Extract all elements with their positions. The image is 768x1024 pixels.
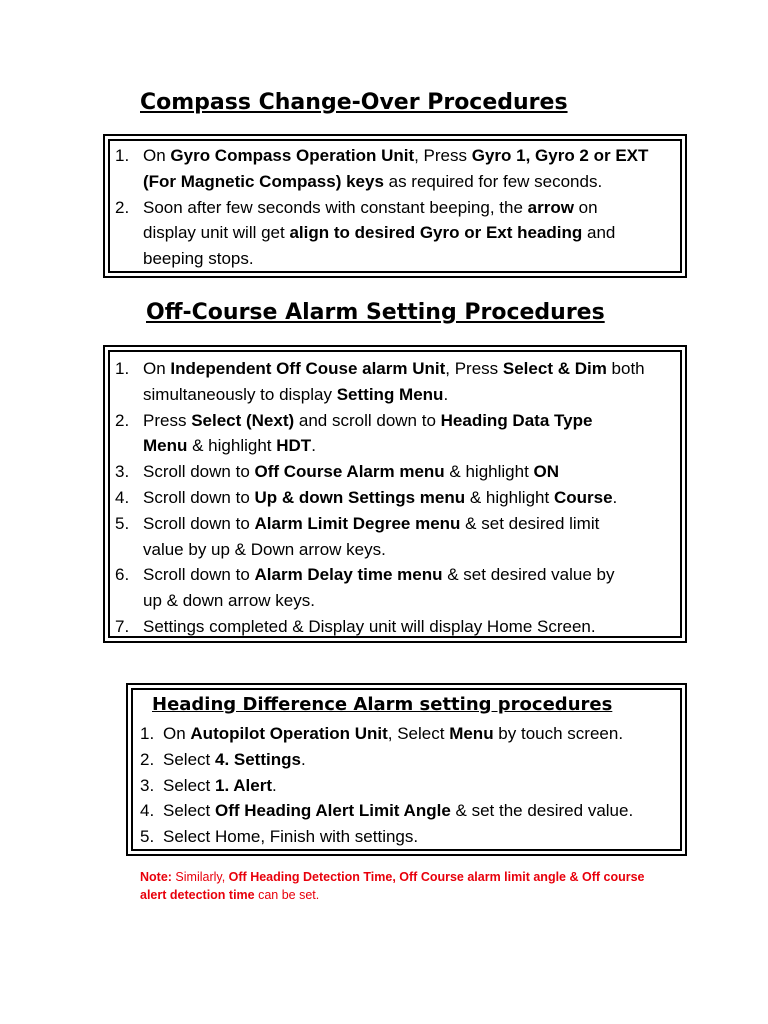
bold-text: arrow	[527, 197, 574, 217]
step-number: 4.	[115, 487, 130, 507]
note-text	[140, 868, 670, 904]
bold-text: Menu	[143, 436, 188, 456]
step-text	[143, 198, 615, 269]
text: Select	[163, 801, 215, 821]
list-item	[115, 356, 645, 408]
note-text-segment: Similarly,	[171, 870, 229, 884]
note-bold-text: alert detection time	[140, 888, 255, 902]
text: by touch screen.	[493, 724, 624, 743]
off-course-procedures-list	[115, 356, 645, 640]
note-bold-text: Note:	[140, 870, 172, 884]
step-number: 5.	[140, 827, 155, 847]
step-number: 1.	[115, 146, 130, 165]
list-item	[115, 485, 645, 511]
bold-text: Alarm Limit Degree menu	[254, 513, 461, 533]
step-text	[163, 776, 277, 795]
list-item	[115, 143, 648, 195]
text: beeping stops.	[143, 249, 254, 269]
step-number: 2.	[115, 410, 130, 430]
step-text	[163, 827, 418, 846]
text: Settings completed & Display unit will display Home Screen.	[143, 616, 596, 636]
text: On	[163, 724, 191, 743]
off-course-procedures-title: Off-Course Alarm Setting Procedures	[146, 300, 605, 325]
bold-text: Select (Next)	[191, 410, 295, 430]
text: and	[582, 223, 616, 243]
text: Select Home, Finish with settings.	[163, 827, 419, 847]
step-number: 7.	[115, 616, 130, 636]
compass-procedures-list	[115, 143, 648, 272]
text: Scroll down to	[143, 487, 255, 507]
note-text-segment: can be set.	[254, 888, 320, 902]
text: .	[300, 749, 306, 769]
bold-text: align to desired Gyro or Ext heading	[289, 223, 583, 243]
bold-text: Off Heading Alert Limit Angle	[214, 801, 451, 821]
text: up & down arrow keys.	[143, 591, 315, 611]
compass-procedures-title: Compass Change-Over Procedures	[140, 90, 568, 115]
text: Select	[163, 775, 215, 795]
step-number: 4.	[140, 801, 155, 821]
bold-text: Heading Data Type	[440, 410, 593, 430]
step-text	[143, 359, 645, 404]
step-text	[163, 750, 306, 769]
list-item	[115, 408, 645, 460]
text: , Select	[387, 724, 450, 743]
bold-text: Menu	[449, 724, 494, 743]
text: On	[143, 146, 171, 165]
bold-text: Off Course Alarm menu	[254, 462, 445, 482]
bold-text: 4. Settings	[214, 749, 301, 769]
bold-text: Independent Off Couse alarm Unit	[170, 359, 446, 378]
bold-text: Course	[553, 487, 613, 507]
text: value by up & Down arrow keys.	[143, 539, 386, 559]
step-text	[143, 565, 615, 610]
text: .	[443, 384, 449, 404]
step-number: 3.	[115, 462, 130, 482]
heading-difference-list	[140, 721, 633, 850]
text: and scroll down to	[294, 410, 441, 430]
bold-text: Alarm Delay time menu	[254, 565, 443, 585]
step-text	[143, 462, 559, 481]
bold-text: Autopilot Operation Unit	[190, 724, 388, 743]
bold-text: ON	[533, 462, 560, 482]
text: Scroll down to	[143, 462, 255, 482]
text: both	[606, 359, 645, 378]
bold-text: Gyro 1, Gyro 2 or EXT	[471, 146, 649, 165]
list-item	[115, 511, 645, 563]
list-item	[140, 747, 633, 773]
step-text	[143, 488, 617, 507]
list-item	[140, 773, 633, 799]
list-item	[115, 562, 645, 614]
step-text	[143, 146, 648, 191]
step-text	[143, 617, 596, 636]
text: .	[272, 775, 277, 795]
text: On	[143, 359, 171, 378]
list-item	[115, 614, 645, 640]
step-number: 3.	[140, 775, 155, 795]
bold-text: 1. Alert	[214, 775, 272, 795]
list-item	[115, 195, 648, 272]
text: Scroll down to	[143, 513, 255, 533]
step-text	[163, 724, 623, 743]
text: & highlight	[444, 462, 534, 482]
heading-difference-title: Heading Difference Alarm setting procedures	[152, 694, 613, 715]
step-text	[143, 514, 599, 559]
bold-text: Setting Menu	[336, 384, 444, 404]
step-text	[163, 801, 633, 820]
text: simultaneously to display	[143, 384, 337, 404]
bold-text: Gyro Compass Operation Unit	[170, 146, 415, 165]
text: .	[612, 487, 618, 507]
step-number: 2.	[140, 749, 155, 769]
text: & highlight	[187, 436, 277, 456]
step-number: 2.	[115, 197, 130, 217]
bold-text: Up & down Settings menu	[254, 487, 466, 507]
text: & highlight	[465, 487, 554, 507]
text: display unit will get	[143, 223, 290, 243]
text: & set the desired value.	[450, 801, 634, 821]
text: .	[311, 436, 316, 456]
text: & set desired limit	[460, 513, 600, 533]
text: as required for few seconds.	[383, 171, 603, 191]
bold-text: HDT	[276, 436, 312, 456]
note-bold-text: Off Heading Detection Time, Off Course alarm limit angle & Off course	[228, 870, 645, 884]
list-item	[140, 824, 633, 850]
text: , Press	[445, 359, 503, 378]
step-text	[143, 411, 592, 456]
text: Press	[143, 410, 192, 430]
bold-text: Select & Dim	[502, 359, 607, 378]
text: on	[573, 197, 598, 217]
text: Select	[163, 749, 215, 769]
step-number: 5.	[115, 513, 130, 533]
text: Soon after few seconds with constant beeping, the	[143, 197, 528, 217]
list-item	[115, 459, 645, 485]
text: & set desired value by	[442, 565, 615, 585]
step-number: 1.	[115, 359, 130, 378]
list-item	[140, 721, 633, 747]
step-number: 1.	[140, 724, 155, 743]
text: , Press	[414, 146, 472, 165]
step-number: 6.	[115, 565, 130, 585]
text: Scroll down to	[143, 565, 255, 585]
list-item	[140, 798, 633, 824]
bold-text: (For Magnetic Compass) keys	[143, 171, 384, 191]
